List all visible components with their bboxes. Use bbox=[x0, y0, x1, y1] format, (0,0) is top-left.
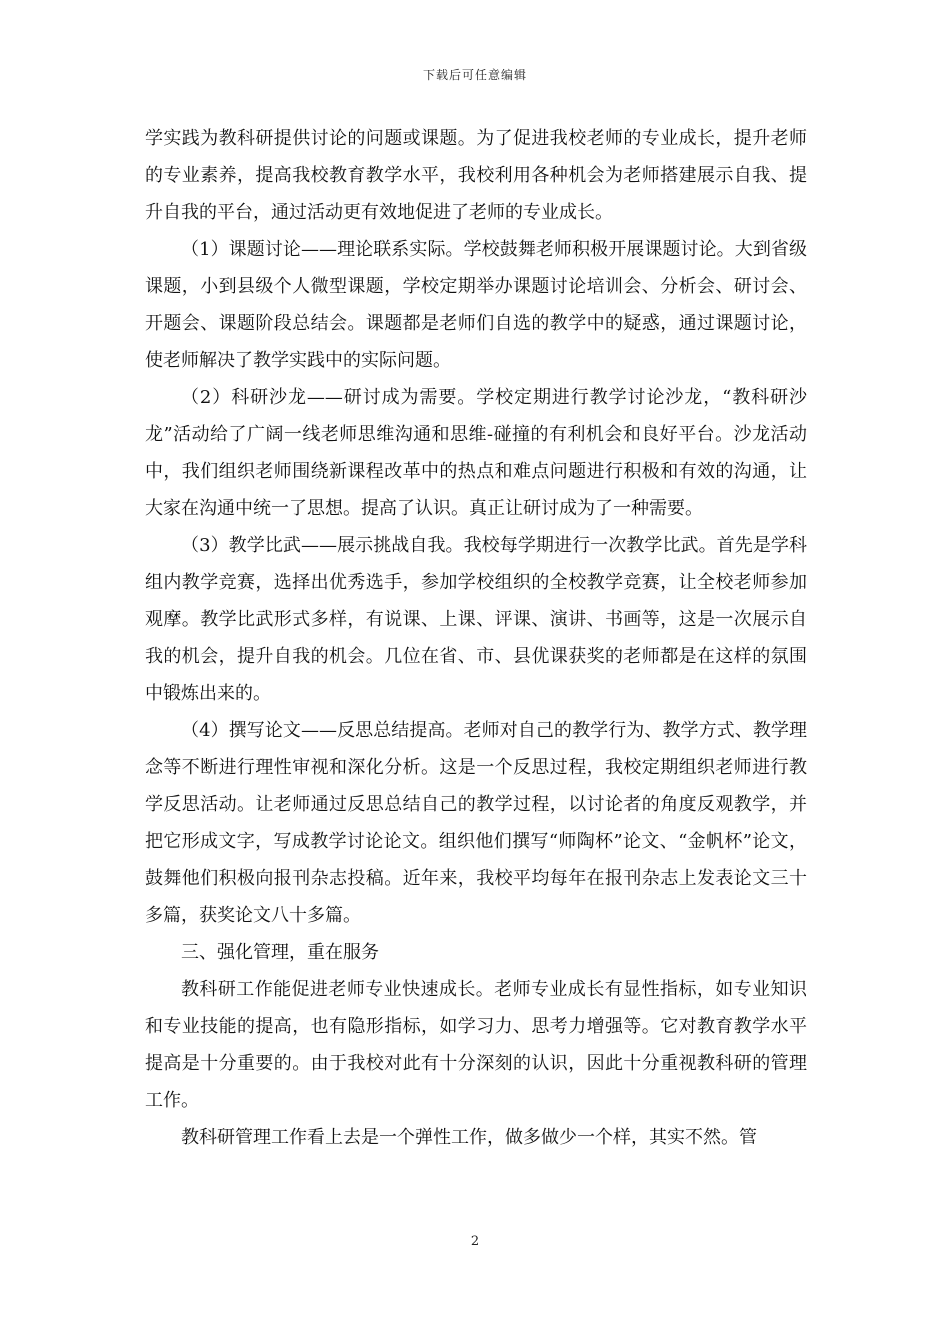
paragraph-management-continued: 教科研管理工作看上去是一个弹性工作，做多做少一个样，其实不然。管 bbox=[181, 1127, 757, 1148]
page-number: 2 bbox=[470, 1234, 480, 1249]
document-body bbox=[145, 120, 807, 1156]
paragraph-topic-discussion: （1）课题讨论——理论联系实际。学校鼓舞老师积极开展课题讨论。大到省级课题，小到县级个人微型课题，学校定期举办课题讨论培训会、分析会、研讨会、开题会、课题阶段总结会。课题都是老师们自选的教学中的疑惑，通过课题讨论，使老师解决了教学实践中的实际问题。 bbox=[145, 239, 807, 371]
paragraph-paper-writing: （4）撰写论文——反思总结提高。老师对自己的教学行为、教学方式、教学理念等不断进行理性审视和深化分析。这是一个反思过程，我校定期组织老师进行教学反思活动。让老师通过反思总结自己的教学过程，以讨论者的角度反观教学，并把它形成文字，写成教学讨论论文。组织他们撰写“师陶杯”论文、“金帆杯”论文，鼓舞他们积极向报刊杂志投稿。近年来，我校平均每年在报刊杂志上发表论文三十多篇，获奖论文八十多篇。 bbox=[145, 720, 807, 926]
section-heading: 三、强化管理，重在服务 bbox=[181, 942, 379, 963]
paragraph-continuation: 学实践为教科研提供讨论的问题或课题。为了促进我校老师的专业成长，提升老师的专业素养，提高我校教育教学水平，我校利用各种机会为老师搭建展示自我、提升自我的平台，通过活动更有效地促进了老师的专业成长。 bbox=[145, 128, 807, 223]
page-header: 下载后可任意编辑 bbox=[422, 68, 527, 82]
paragraph-teaching-competition: （3）教学比武——展示挑战自我。我校每学期进行一次教学比武。首先是学科组内教学竞赛，选择出优秀选手，参加学校组织的全校教学竞赛，让全校老师参加观摩。教学比武形式多样，有说课、上课、评课、演讲、书画等，这是一次展示自我的机会，提升自我的机会。几位在省、市、县优课获奖的老师都是在这样的氛围中锻炼出来的。 bbox=[145, 535, 807, 704]
paragraph-management: 教科研工作能促进老师专业快速成长。老师专业成长有显性指标，如专业知识和专业技能的提高，也有隐形指标，如学习力、思考力增强等。它对教育教学水平提高是十分重要的。由于我校对此有十分深刻的认识，因此十分重视教科研的管理工作。 bbox=[145, 979, 807, 1111]
paragraph-research-salon: （2）科研沙龙——研讨成为需要。学校定期进行教学讨论沙龙，“教科研沙龙”活动给了广阔一线老师思维沟通和思维-碰撞的有利机会和良好平台。沙龙活动中，我们组织老师围绕新课程改革中的热点和难点问题进行积极和有效的沟通，让大家在沟通中统一了思想。提高了认识。真正让研讨成为了一种需要。 bbox=[145, 387, 807, 519]
